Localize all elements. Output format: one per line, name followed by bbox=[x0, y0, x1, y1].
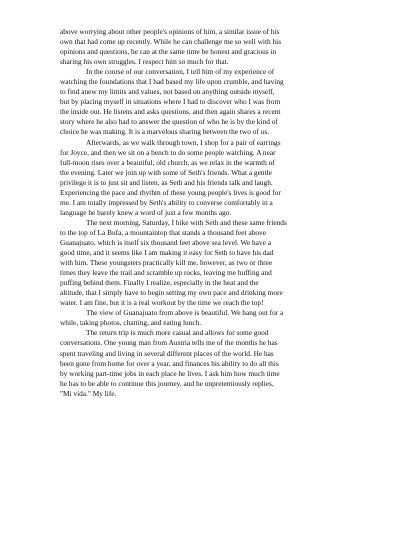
text-line: to find anew my limits and values, not based on anything outside myself, bbox=[60, 87, 275, 97]
text-line: with him. These youngsters practically kill me, however, as two or three bbox=[60, 258, 273, 268]
text-line: language he barely knew a word of just a few months ago. bbox=[60, 207, 232, 217]
text-line: for Joyce, and then we sit on a bench to do some people watching. A near bbox=[60, 147, 276, 157]
text-line: conversations. One young man from Austria tells me of the months he has bbox=[60, 338, 278, 348]
paragraph-first-line: In the course of our conversation, I tell him of my experience of bbox=[86, 67, 275, 77]
text-line: Guanajuato, which is itself six thousand feet above sea level. We have a bbox=[60, 237, 271, 247]
text-line: altitude, that I simply have to begin setting my own pace and drinking more bbox=[60, 288, 283, 298]
text-line: full-moon rises over a beautiful, old church, as we relax in the warmth of bbox=[60, 157, 275, 167]
text-line: above worrying about other people's opinions of him, a similar issue of his bbox=[60, 27, 280, 36]
text-line: times they leave the trail and scramble up rocks, leaving me huffing and bbox=[60, 268, 272, 278]
text-line: sharing his own struggles. I respect him so much for that. bbox=[60, 57, 229, 67]
text-line: been gone from home for over a year, and finances his ability to do all this bbox=[60, 358, 279, 368]
text-line: by working part-time jobs in each place he lives. I ask him how much time bbox=[60, 368, 280, 378]
body-text bbox=[60, 27, 360, 399]
paragraph-first-line: Afterwards, as we walk through town, I shop for a pair of earrings bbox=[86, 137, 281, 147]
text-line: choice he was making. It is a marvelous sharing between the two of us. bbox=[60, 127, 270, 137]
text-line: privilege it is to just sit and listen, as Seth and his friends talk and laugh. bbox=[60, 177, 273, 187]
text-line: me. I am totally impressed by Seth's ability to converse comfortably in a bbox=[60, 197, 273, 207]
text-line: spent traveling and living in several different places of the world. He has bbox=[60, 348, 274, 358]
document-page bbox=[60, 27, 360, 399]
paragraph-first-line: The next morning, Saturday, I hike with Seth and these same friends bbox=[86, 217, 287, 227]
paragraph-first-line: The view of Guanajuato from above is beautiful. We hang out for a bbox=[86, 308, 284, 318]
text-line: watching the foundations that I had based my life upon crumble, and having bbox=[60, 77, 284, 87]
text-line: but by placing myself in situations where I had to discover who I was from bbox=[60, 97, 281, 107]
text-line: puffing behind them. Finally I realize, especially in the heat and the bbox=[60, 278, 259, 288]
text-line: water. I am fine, but it is a real workout by the time we reach the top! bbox=[60, 298, 264, 308]
text-line: while, taking photos, chatting, and eating lunch. bbox=[60, 318, 202, 328]
text-line: own that had come up recently. While he can challenge me so well with his bbox=[60, 37, 282, 47]
text-line: good time, and it seems like I am making it easy for Seth to have his dad bbox=[60, 248, 274, 258]
text-line: "Mi vida." My life. bbox=[60, 388, 117, 398]
text-line: the evening. Later we join up with some of Seth's friends. What a gentle bbox=[60, 167, 272, 177]
text-line: he has to be able to continue this journey, and he unpretentiously replies, bbox=[60, 378, 274, 388]
text-line: to the top of La Bufa, a mountaintop that stands a thousand feet above bbox=[60, 227, 266, 237]
paragraph-first-line: The return trip is much more casual and allows for some good bbox=[86, 328, 269, 338]
text-line: story where he also had to answer the question of who he is by the kind of bbox=[60, 117, 278, 127]
text-line: opinions and questions, he can at the same time be honest and gracious in bbox=[60, 47, 277, 57]
text-line: the inside out. He listens and asks questions, and then again shares a recent bbox=[60, 107, 281, 117]
text-line: Experiencing the pace and rhythm of these young people's lives is good for bbox=[60, 187, 281, 197]
